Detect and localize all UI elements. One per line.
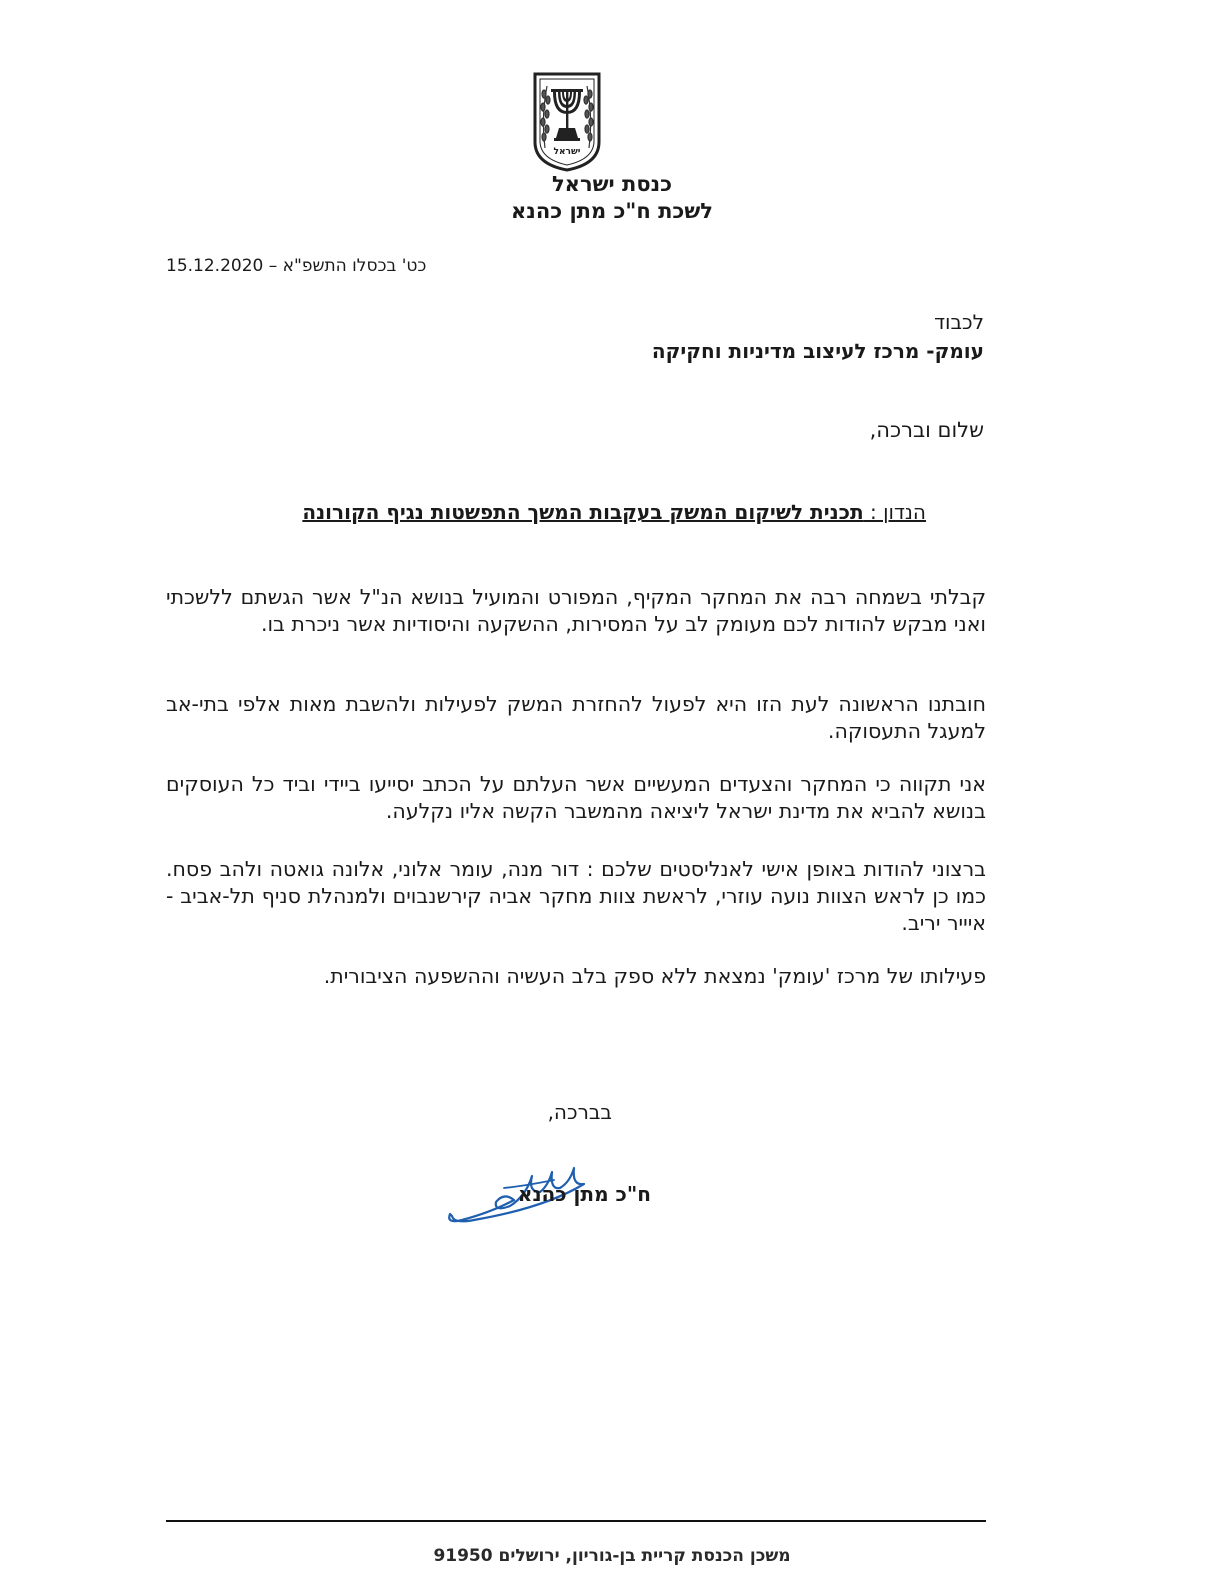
subject-line	[302, 500, 926, 524]
body-paragraph: פעילותו של מרכז 'עומק' נמצאת ללא ספק בלב העשיה וההשפעה הציבורית.	[323, 964, 986, 988]
greeting: שלום וברכה,	[869, 418, 984, 442]
emblem-text: ישראל	[553, 147, 581, 157]
footer-divider	[166, 1520, 986, 1522]
footer-address: משכן הכנסת קריית בן-גוריון, ירושלים 91950	[433, 1546, 791, 1566]
subject-prefix: הנדון :	[863, 500, 926, 524]
recipient-name: עומק- מרכז לעיצוב מדיניות וחקיקה	[651, 339, 984, 363]
recipient-honorific: לכבוד	[934, 310, 984, 334]
body-paragraph: חובתנו הראשונה לעת הזו היא לפעול להחזרת המשק לפעילות ולהשבת מאות אלפי בתי-אב למעגל התעסוקה.	[166, 692, 986, 743]
closing-line: בברכה,	[547, 1100, 612, 1124]
menorah-emblem-icon	[531, 72, 603, 172]
signer-name: ח"כ מתן כהנא	[517, 1182, 651, 1206]
org-title: כנסת ישראל	[551, 172, 673, 196]
subject-text: תכנית לשיקום המשק בעקבות המשך התפשטות נגיף הקורונה	[302, 500, 864, 524]
body-paragraph: אני תקווה כי המחקר והצעדים המעשיים אשר העלתם על הכתב יסייעו ביידי וביד כל העוסקים בנושא להביא את מדינת ישראל ליציאה מהמשבר הקשה אליו נקלעה.	[166, 772, 986, 823]
office-title: לשכת ח"כ מתן כהנא	[511, 199, 713, 223]
body-paragraph: ברצוני להודות באופן אישי לאנליסטים שלכם : דור מנה, עומר אלוני, אלונה גואטה ולהב פסח. כמו כן לראש הצוות נועה עוזרי, לראשת צוות מחקר אביה קירשנבוים ולמנהלת סניף תל-אביב - איייר יריב.	[166, 857, 986, 935]
body-paragraph: קבלתי בשמחה רבה את המחקר המקיף, המפורט והמועיל בנושא הנ"ל אשר הגשתם ללשכתי ואני מבקש להודות לכם מעומק לב על המסירות, ההשקעה והיסודיות אשר ניכרת בו.	[166, 585, 986, 636]
letter-date: כט' בכסלו התשפ"א – 15.12.2020	[166, 256, 427, 276]
